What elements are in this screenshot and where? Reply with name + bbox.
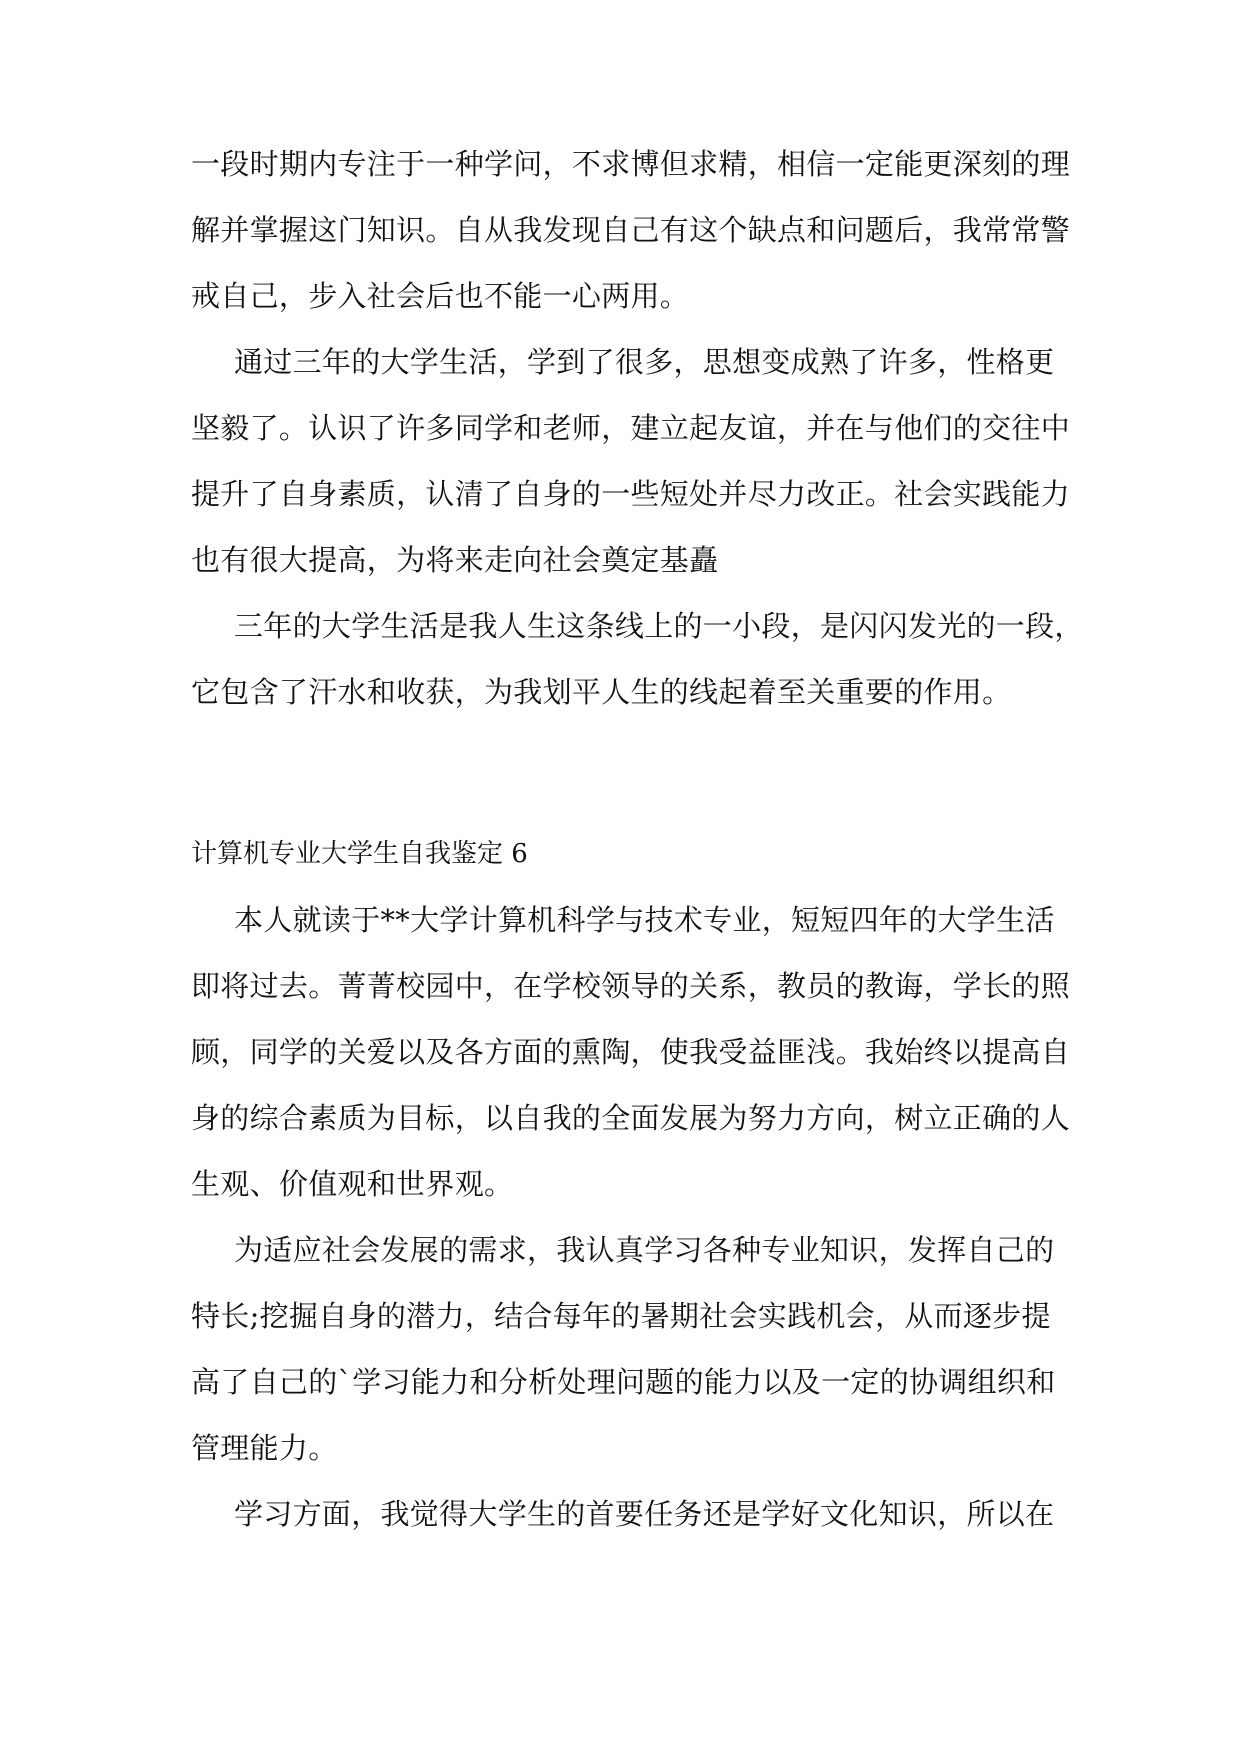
paragraph [191,1481,1061,1547]
paragraph [191,131,1071,329]
text-line: 提升了自身素质，认清了自身的一些短处并尽力改正。社会实践能力 [191,477,1071,511]
text-line: 高了自己的`学习能力和分析处理问题的能力以及一定的协调组织和 [191,1365,1056,1399]
text-line: 生观、价值观和世界观。 [191,1167,514,1201]
text-line: 它包含了汗水和收获，为我划平人生的线起着至关重要的作用。 [191,675,1012,709]
text-line: 也有很大提高，为将来走向社会奠定基矗 [191,543,719,577]
text-line: 特长;挖掘自身的潜力，结合每年的暑期社会实践机会，从而逐步提 [191,1299,1051,1333]
paragraph [191,593,1084,725]
text-line: 管理能力。 [191,1431,338,1465]
section-block [191,821,1071,1547]
upper-body-text [191,131,1084,725]
text-line: 为适应社会发展的需求，我认真学习各种专业知识，发挥自己的 [234,1233,1055,1267]
text-line: 顾，同学的关爱以及各方面的熏陶，使我受益匪浅。我始终以提高自 [191,1035,1071,1069]
text-line: 学习方面，我觉得大学生的首要任务还是学好文化知识，所以在 [234,1497,1055,1531]
text-line: 解并掌握这门知识。自从我发现自己有这个缺点和问题后，我常常警 [191,213,1071,247]
text-line: 一段时期内专注于一种学问，不求博但求精，相信一定能更深刻的理 [191,147,1071,181]
paragraph [191,887,1071,1217]
paragraph [191,1217,1061,1481]
text-line: 即将过去。菁菁校园中，在学校领导的关系，教员的教诲，学长的照 [191,969,1071,1003]
text-line: 三年的大学生活是我人生这条线上的一小段，是闪闪发光的一段， [234,609,1084,643]
section-title: 计算机专业大学生自我鉴定 6 [191,839,528,869]
paragraph [191,329,1071,593]
text-line: 本人就读于**大学计算机科学与技术专业，短短四年的大学生活 [234,903,1055,937]
text-line: 身的综合素质为目标，以自我的全面发展为努力方向，树立正确的人 [191,1101,1071,1135]
text-line: 坚毅了。认识了许多同学和老师，建立起友谊，并在与他们的交往中 [191,411,1071,445]
text-line: 通过三年的大学生活，学到了很多，思想变成熟了许多，性格更 [234,345,1055,379]
text-line: 戒自己，步入社会后也不能一心两用。 [191,279,690,313]
